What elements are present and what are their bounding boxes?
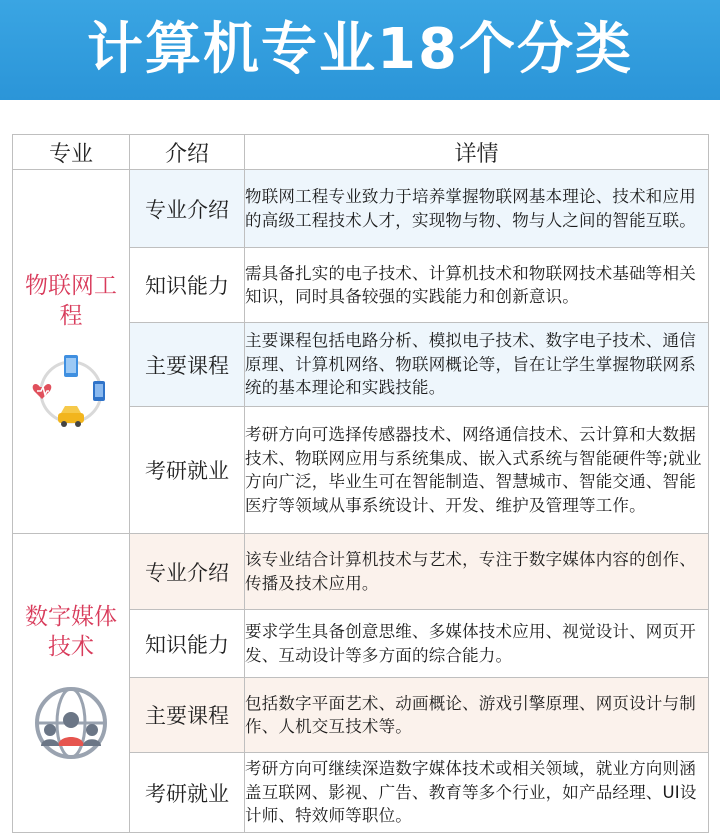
header-major: 专业 [13, 135, 130, 170]
banner-gap [0, 100, 720, 134]
table-row [13, 170, 709, 248]
intro-label: 主要课程 [130, 323, 245, 407]
major-cell-iot [13, 170, 130, 534]
detail-text: 要求学生具备创意思维、多媒体技术应用、视觉设计、网页开发、互动设计等多方面的综合能力。 [245, 610, 709, 678]
intro-label: 知识能力 [130, 248, 245, 323]
detail-text: 物联网工程专业致力于培养掌握物联网基本理论、技术和应用的高级工程技术人才，实现物与物、物与人之间的智能互联。 [245, 170, 709, 248]
detail-text: 考研方向可继续深造数字媒体技术或相关领域，就业方向则涵盖互联网、影视、广告、教育等多个行业，如产品经理、UI设计师、特效师等职位。 [245, 753, 709, 833]
major-cell-digital-media [13, 534, 130, 833]
intro-label: 考研就业 [130, 753, 245, 833]
table-row [13, 534, 709, 610]
major-name-digital-media: 数字媒体技术 [25, 604, 117, 660]
table-header-row [13, 135, 709, 170]
detail-text: 考研方向可选择传感器技术、网络通信技术、云计算和大数据技术、物联网应用与系统集成、嵌入式系统与智能硬件等;就业方向广泛，毕业生可在智能制造、智慧城市、智能交通、智能医疗等领域从事系统设计、开发、维护及管理等工作。 [245, 407, 709, 534]
digital-media-icon [30, 682, 112, 764]
major-name-iot: 物联网工程 [25, 272, 117, 329]
detail-text: 该专业结合计算机技术与艺术，专注于数字媒体内容的创作、传播及技术应用。 [245, 534, 709, 610]
intro-label: 专业介绍 [130, 170, 245, 248]
iot-icon [30, 351, 112, 433]
page-title: 计算机专业18个分类 [87, 17, 633, 82]
detail-text: 主要课程包括电路分析、模拟电子技术、数字电子技术、通信原理、计算机网络、物联网概论等，旨在让学生掌握物联网系统的基本理论和实践技能。 [245, 323, 709, 407]
major-table [12, 134, 709, 833]
header-detail: 详情 [245, 135, 709, 170]
detail-text: 包括数字平面艺术、动画概论、游戏引擎原理、网页设计与制作、人机交互技术等。 [245, 678, 709, 753]
intro-label: 考研就业 [130, 407, 245, 534]
title-banner [0, 0, 720, 100]
detail-text: 需具备扎实的电子技术、计算机技术和物联网技术基础等相关知识，同时具备较强的实践能力和创新意识。 [245, 248, 709, 323]
intro-label: 专业介绍 [130, 534, 245, 610]
header-intro: 介绍 [130, 135, 245, 170]
intro-label: 知识能力 [130, 610, 245, 678]
intro-label: 主要课程 [130, 678, 245, 753]
